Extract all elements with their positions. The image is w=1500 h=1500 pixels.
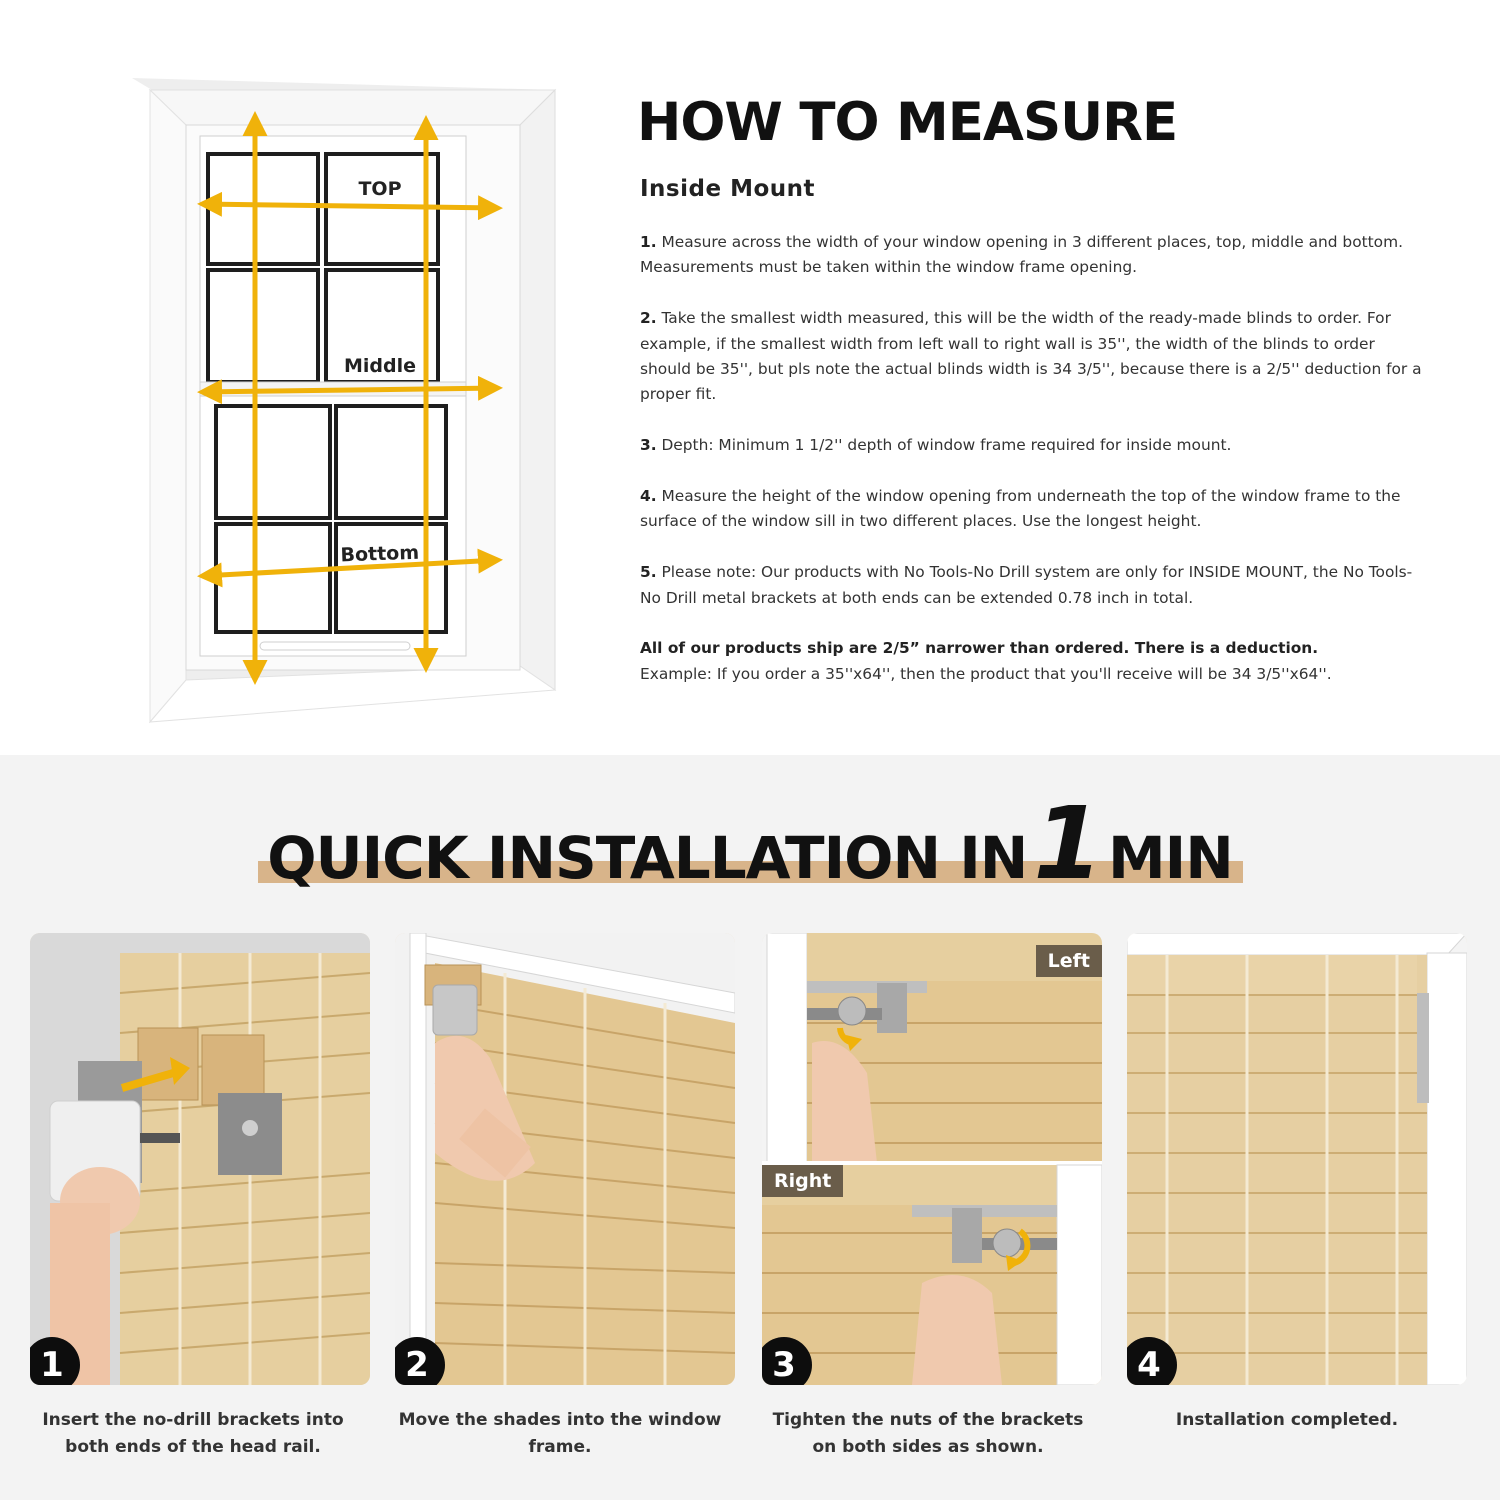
measure-steps: [640, 230, 1430, 687]
install-step-1-image: [30, 933, 370, 1385]
window-diagram: [120, 70, 560, 725]
install-step-1-caption: Insert the no-drill brackets into both ends of the head rail.: [42, 1410, 344, 1457]
label-top: TOP: [358, 178, 402, 200]
measure-subtitle: Inside Mount: [640, 176, 816, 202]
step-text: Measure the height of the window opening from underneath the top of the window frame to the surface of the window sill in two different places. Use the longest height.: [640, 487, 1401, 531]
step-number: 4.: [640, 487, 657, 506]
install-step-4-caption: Installation completed.: [1175, 1410, 1399, 1430]
step-number: 5.: [640, 563, 657, 582]
label-bottom: Bottom: [340, 541, 420, 567]
measure-step-3: [640, 433, 1430, 458]
step-number: 2.: [640, 309, 657, 328]
install-step-3-image: [762, 933, 1102, 1385]
install-title: [0, 785, 1500, 902]
step-text: Depth: Minimum 1 1/2'' depth of window frame required for inside mount.: [656, 436, 1232, 455]
step-badge: 4: [1127, 1337, 1177, 1385]
step-badge: 3: [762, 1337, 812, 1385]
measure-title: HOW TO MEASURE: [637, 92, 1178, 153]
step-text: Please note: Our products with No Tools-No Drill system are only for INSIDE MOUNT, the No Tools-No Drill metal brackets at both ends can be extended 0.78 inch in total.: [640, 563, 1413, 607]
shade-placement-illustration: [395, 933, 735, 1385]
step-text: Measure across the width of your window opening in 3 different places, top, middle and bottom. Measurements must be taken within the window frame opening.: [640, 233, 1403, 277]
install-step-2-caption: Move the shades into the window frame.: [398, 1410, 722, 1457]
measure-step-4: [640, 484, 1430, 535]
step-text: Take the smallest width measured, this will be the width of the ready-made blinds to order. For example, if the smallest width from left wall to right wall is 35'', the width of the blinds to order should be 35'', but pls note the actual blinds width is 34 3/5'', because there is a 2/5'' deduction for a proper fit.: [640, 309, 1422, 404]
install-step-3-caption: Tighten the nuts of the brackets on both sides as shown.: [772, 1410, 1084, 1457]
step-number: 3.: [640, 436, 657, 455]
step-badge: 2: [395, 1337, 445, 1385]
install-section: [0, 755, 1500, 1500]
deduction-note: [640, 636, 1430, 687]
bracket-insert-illustration: [30, 933, 370, 1385]
install-title-number: 1: [1033, 785, 1100, 902]
measure-step-1: [640, 230, 1430, 281]
left-side-tag: Left: [1036, 945, 1102, 977]
right-side-tag: Right: [762, 1165, 843, 1197]
deduction-note-bold: All of our products ship are 2/5” narrower than ordered. There is a deduction.: [640, 639, 1319, 658]
install-step-2-image: [395, 933, 735, 1385]
install-step-4-image: [1127, 933, 1467, 1385]
measure-step-2: [640, 306, 1430, 408]
label-middle: Middle: [343, 355, 417, 377]
install-title-before: QUICK INSTALLATION IN: [267, 824, 1028, 892]
step-number: 1.: [640, 233, 657, 251]
measure-step-5: [640, 560, 1430, 611]
tighten-brackets-illustration: [762, 933, 1102, 1385]
install-title-after: MIN: [1107, 824, 1233, 892]
step-badge: 1: [30, 1337, 80, 1385]
lower-sash: [216, 406, 446, 632]
installed-shade-illustration: [1127, 933, 1467, 1385]
deduction-example: Example: If you order a 35''x64'', then the product that you'll receive will be 34 3/5''x64''.: [640, 664, 1332, 683]
